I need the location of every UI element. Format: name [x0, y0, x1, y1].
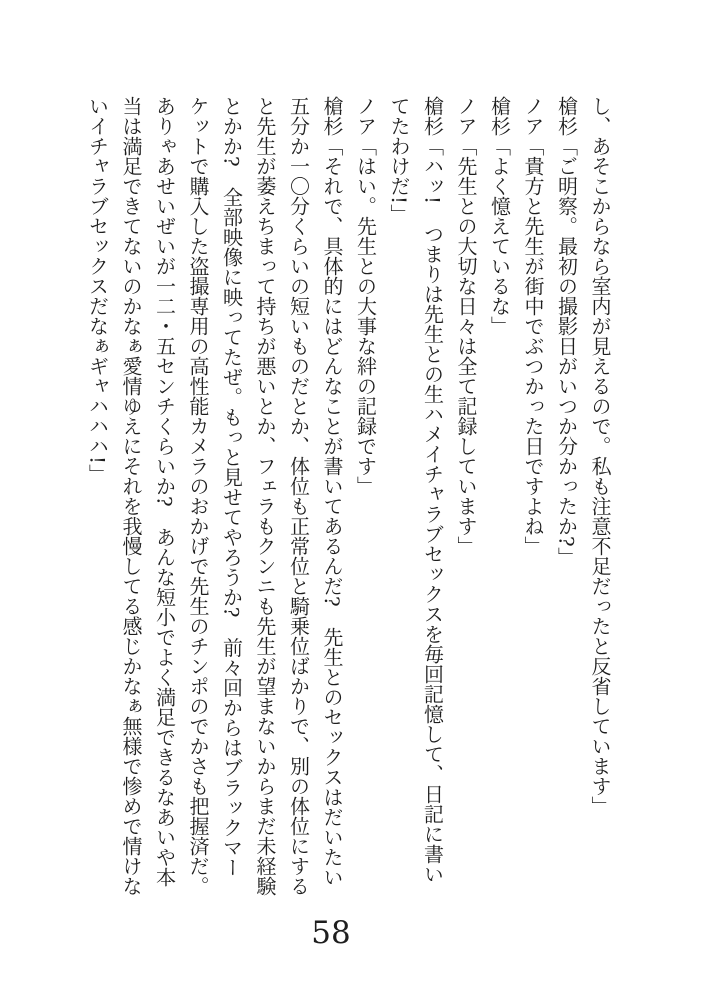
page-number: 58: [311, 915, 351, 951]
text-line: とかか? 全部映像に映ってたぜ。もっと見せてやろうか? 前々回からはブラックマー: [219, 96, 244, 878]
text-line: 五分か一〇分くらいの短いものだとか、体位も正常位と騎乗位ばかりで、別の体位にする: [286, 96, 311, 896]
text-line: 槍杉「ご明察。最初の撮影日がいつか分かったか?」: [554, 96, 579, 567]
text-line: ノア「先生との大切な日々は全て記録しています」: [454, 96, 478, 556]
text-line: し、あそこからなら室内が見えるので。私も注意不足だったと反省しています」: [588, 96, 612, 816]
text-line: ケットで購入した盗撮専用の高性能カメラのおかげで先生のチンポのでかさも把握済だ。: [186, 96, 210, 896]
text-line: ノア「貴方と先生が街中でぶつかった日ですよね」: [521, 96, 545, 556]
text-line: と先生が萎えちまって持ちが悪いとか、フェラもクンニも先生が望まないからまだ未経験: [253, 96, 277, 896]
text-line: 槍杉「それで、具体的にはどんなことが書いてあるんだ? 先生とのセックスはだいたい: [320, 96, 344, 887]
text-line: 当は満足できてないのかなぁ愛情ゆえにそれを我慢してる感じかなぁ無様で惨めで情けな: [119, 96, 143, 896]
text-line: 槍杉「よく憶えているな」: [487, 96, 512, 336]
text-line: ありゃあせいぜいが一二・五センチくらいか? あんな短小でよく満足できるなあいや本: [152, 96, 177, 887]
text-line: てたわけだ!」: [387, 96, 411, 225]
text-line: ノア「はい。先生との大事な絆の記録です」: [353, 96, 378, 496]
text-body: [80, 96, 616, 902]
text-line: いイチャラブセックスだなぁギャハハハ!」: [85, 96, 110, 485]
text-line: 槍杉「ハッ! つまりは先生との生ハメイチャラブセックスを毎回記憶して、日記に書い: [420, 96, 445, 885]
